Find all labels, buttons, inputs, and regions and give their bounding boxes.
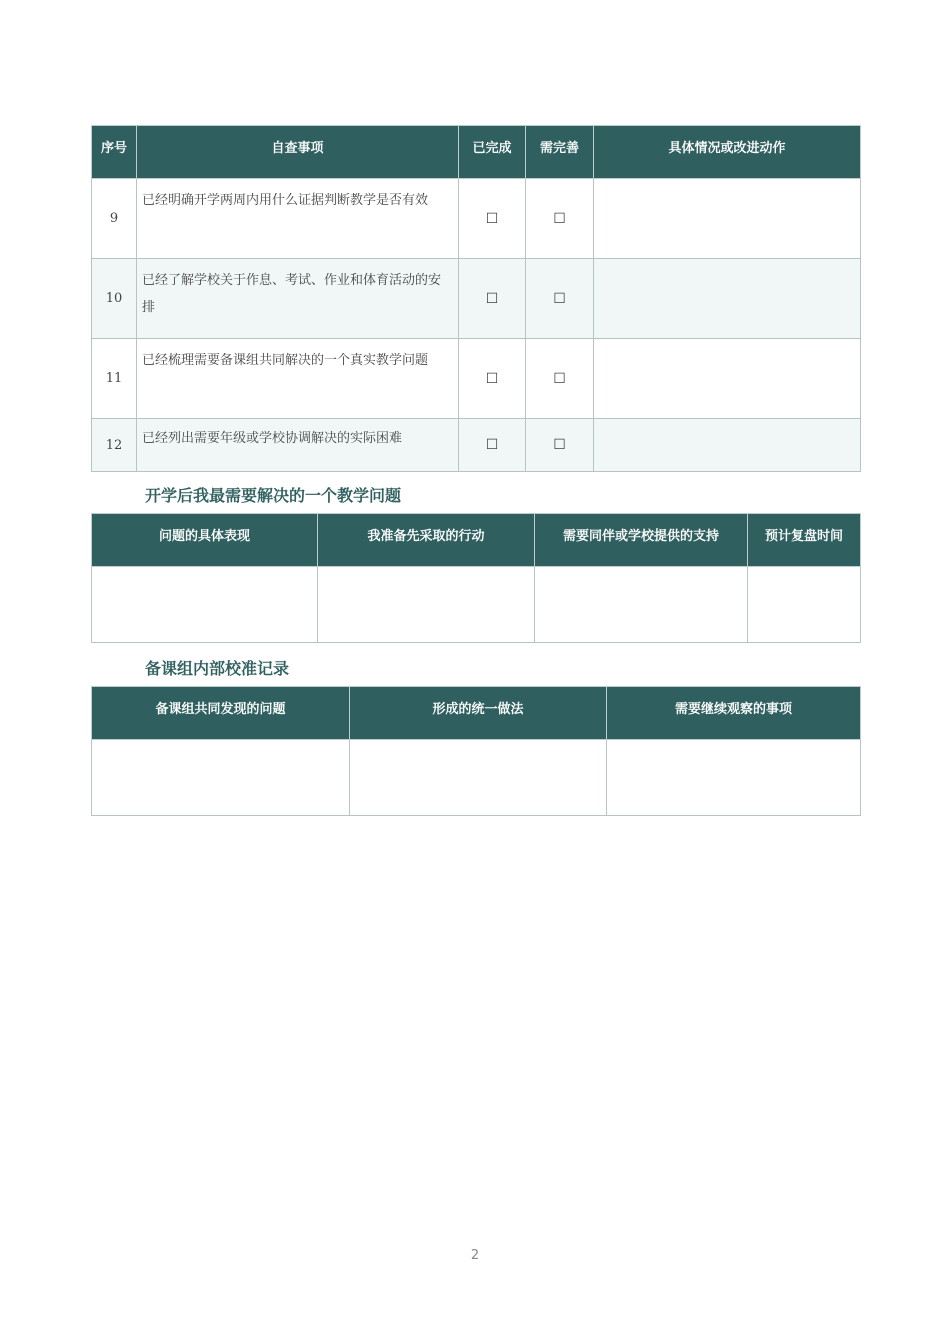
problem-input-row xyxy=(92,567,861,643)
improve-checkbox[interactable]: ☐ xyxy=(526,179,594,259)
header-problem-symptoms: 问题的具体表现 xyxy=(92,514,318,567)
row-number: 12 xyxy=(92,419,137,472)
improve-checkbox[interactable]: ☐ xyxy=(526,259,594,339)
page-number: 2 xyxy=(470,1248,480,1263)
unified-practice-cell[interactable] xyxy=(350,740,607,816)
row-number: 11 xyxy=(92,339,137,419)
table-row xyxy=(92,259,861,339)
planned-actions-cell[interactable] xyxy=(318,567,535,643)
table-row xyxy=(92,339,861,419)
detail-cell[interactable] xyxy=(594,259,861,339)
row-item-text: 已经梳理需要备课组共同解决的一个真实教学问题 xyxy=(137,339,459,419)
header-review-time: 预计复盘时间 xyxy=(748,514,861,567)
row-item-text: 已经列出需要年级或学校协调解决的实际困难 xyxy=(137,419,459,472)
detail-cell[interactable] xyxy=(594,339,861,419)
header-planned-actions: 我准备先采取的行动 xyxy=(318,514,535,567)
done-checkbox[interactable]: ☐ xyxy=(459,259,526,339)
header-detail: 具体情况或改进动作 xyxy=(594,126,861,179)
done-checkbox[interactable]: ☐ xyxy=(459,339,526,419)
continue-observing-cell[interactable] xyxy=(607,740,861,816)
detail-cell[interactable] xyxy=(594,419,861,472)
done-checkbox[interactable]: ☐ xyxy=(459,179,526,259)
done-checkbox[interactable]: ☐ xyxy=(459,419,526,472)
problem-symptoms-cell[interactable] xyxy=(92,567,318,643)
problem-table xyxy=(91,513,861,643)
table-row xyxy=(92,179,861,259)
header-continue-observing: 需要继续观察的事项 xyxy=(607,687,861,740)
header-unified-practice: 形成的统一做法 xyxy=(350,687,607,740)
calibration-table xyxy=(91,686,861,816)
row-item-text: 已经明确开学两周内用什么证据判断教学是否有效 xyxy=(137,179,459,259)
problem-section-title: 开学后我最需要解决的一个教学问题 xyxy=(145,486,402,505)
header-support-needed: 需要同伴或学校提供的支持 xyxy=(535,514,748,567)
detail-cell[interactable] xyxy=(594,179,861,259)
header-seq: 序号 xyxy=(92,126,137,179)
row-number: 10 xyxy=(92,259,137,339)
improve-checkbox[interactable]: ☐ xyxy=(526,339,594,419)
checklist-table xyxy=(91,125,861,472)
header-done: 已完成 xyxy=(459,126,526,179)
header-improve: 需完善 xyxy=(526,126,594,179)
shared-problems-cell[interactable] xyxy=(92,740,350,816)
calibration-header-row xyxy=(92,687,861,740)
calibration-input-row xyxy=(92,740,861,816)
row-number: 9 xyxy=(92,179,137,259)
improve-checkbox[interactable]: ☐ xyxy=(526,419,594,472)
support-needed-cell[interactable] xyxy=(535,567,748,643)
problem-header-row xyxy=(92,514,861,567)
table-row xyxy=(92,419,861,472)
calibration-section-title: 备课组内部校准记录 xyxy=(145,659,290,678)
checklist-header-row xyxy=(92,126,861,179)
row-item-text: 已经了解学校关于作息、考试、作业和体育活动的安排 xyxy=(137,259,459,339)
review-time-cell[interactable] xyxy=(748,567,861,643)
header-item: 自查事项 xyxy=(137,126,459,179)
header-shared-problems: 备课组共同发现的问题 xyxy=(92,687,350,740)
